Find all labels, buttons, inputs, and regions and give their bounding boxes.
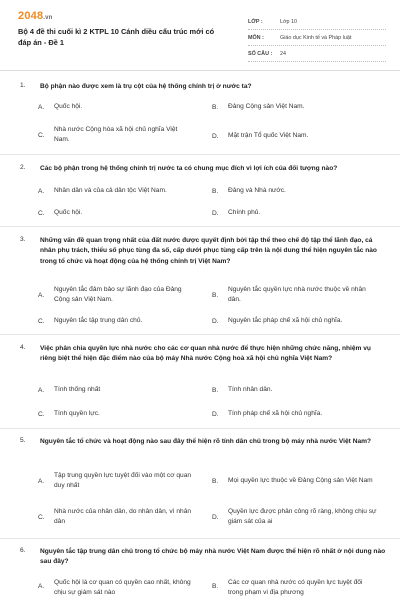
option-text: Nguyên tắc pháp chế xã hội chủ nghĩa.: [228, 317, 343, 325]
answer-option[interactable]: [38, 315, 208, 327]
option-letter: A.: [38, 187, 45, 195]
meta-row-subject: [248, 30, 386, 46]
question-divider: [0, 538, 400, 539]
answer-option[interactable]: [212, 284, 382, 306]
option-text: Mọi quyền lực thuộc về Đảng Cộng sản Việt Nam: [228, 477, 373, 485]
answer-option[interactable]: [38, 578, 208, 600]
option-text: Các cơ quan nhà nước có quyền lực tuyệt đối trong phạm vi địa phương: [228, 579, 363, 596]
question-divider: [0, 334, 400, 335]
answer-option[interactable]: [212, 470, 382, 492]
option-letter: B.: [212, 583, 219, 590]
answer-option[interactable]: [212, 408, 382, 420]
question-text: Những vấn đề quan trọng nhất của đất nước được quyết định bởi tập thể theo chế độ tập thể lãnh đạo, cá nhân phụ trách, thiểu số phục tùng đa số, cấp dưới phục tùng cấp trên là nội dung thể hiện nguyên tắc nào trong tổ chức và hoạt động của hệ thống chính trị Việt Nam?: [40, 237, 377, 265]
option-text: Quốc hội.: [54, 209, 83, 217]
question-number: 4.: [20, 344, 26, 351]
option-letter: A.: [38, 477, 45, 485]
answer-option[interactable]: [212, 101, 382, 113]
question-number: 2.: [20, 164, 26, 171]
option-letter: D.: [212, 410, 219, 418]
meta-info: [248, 14, 386, 62]
answer-option[interactable]: [212, 384, 382, 396]
option-text: Nguyên tắc quyền lực nhà nước thuộc về nhân dân.: [228, 286, 366, 303]
option-letter: B.: [212, 291, 219, 299]
document-header: [0, 0, 400, 68]
answer-option[interactable]: [212, 506, 382, 528]
answer-option[interactable]: [38, 124, 208, 146]
option-letter: A.: [38, 103, 45, 111]
meta-value: Giáo dục Kinh tế và Pháp luật: [280, 34, 352, 41]
option-letter: D.: [212, 132, 219, 140]
meta-value: 24: [280, 50, 286, 57]
option-letter: B.: [212, 386, 219, 394]
question-divider: [0, 428, 400, 429]
option-letter: A.: [38, 291, 45, 299]
option-letter: C.: [38, 209, 45, 217]
header-divider: [0, 70, 400, 71]
question-text: Việc phân chia quyền lực nhà nước cho các cơ quan nhà nước để thực hiện những chức năng, nhiệm vụ riêng biệt thể hiện đặc điểm nào của bộ máy Nhà nước Cộng hoà xã hội chủ nghĩa Việt Nam?: [40, 345, 371, 363]
question-text: Nguyên tắc tập trung dân chủ trong tổ chức bộ máy nhà nước Việt Nam được thể hiện rõ nhất ở nội dung nào sau đây?: [40, 548, 386, 566]
question-text: Bộ phận nào được xem là trụ cột của hệ thống chính trị ở nước ta?: [40, 83, 252, 90]
answer-option[interactable]: [212, 578, 382, 600]
question-number: 1.: [20, 82, 26, 89]
question-number: 5.: [20, 437, 26, 444]
option-text: Nhân dân và của cả dân tộc Việt Nam.: [54, 187, 167, 195]
answer-option[interactable]: [212, 130, 382, 142]
option-text: Đảng Cộng sản Việt Nam.: [228, 103, 305, 111]
option-text: Quyền lực được phân công rõ ràng, không chịu sự giám sát của ai: [228, 508, 377, 525]
option-letter: A.: [38, 583, 45, 590]
option-text: Nhà nước Cộng hòa xã hội chủ nghĩa Việt Nam.: [54, 126, 178, 143]
option-letter: B.: [212, 187, 219, 195]
option-text: Tập trung quyền lực tuyệt đối vào một cơ quan duy nhất: [54, 472, 192, 489]
option-text: Tính pháp chế xã hội chủ nghĩa.: [228, 410, 323, 418]
option-text: Tính quyền lực.: [54, 410, 100, 418]
option-letter: A.: [38, 386, 45, 394]
question-divider: [0, 154, 400, 155]
question-text: Nguyên tắc tổ chức và hoạt động nào sau đây thể hiện rõ tính dân chủ trong bộ máy nhà nước Việt Nam?: [40, 438, 372, 445]
option-text: Tính thống nhất: [54, 386, 101, 394]
option-letter: B.: [212, 103, 219, 111]
meta-label: SỐ CÂU :: [248, 50, 273, 57]
answer-option[interactable]: [212, 185, 382, 197]
site-logo[interactable]: [18, 10, 53, 22]
option-text: Tính nhân dân.: [228, 386, 273, 394]
page-title: Bộ 4 đề thi cuối kì 2 KTPL 10 Cánh diều cấu trúc mới có đáp án - Đề 1: [18, 27, 215, 47]
meta-label: LỚP :: [248, 18, 263, 25]
option-text: Nguyên tắc tập trung dân chủ.: [54, 317, 143, 325]
option-text: Đảng và Nhà nước.: [228, 187, 286, 195]
answer-option[interactable]: [38, 284, 208, 306]
meta-row-count: [248, 46, 386, 62]
answer-option[interactable]: [212, 315, 382, 327]
option-letter: D.: [212, 317, 219, 325]
option-letter: B.: [212, 477, 219, 485]
option-text: Nhà nước của nhân dân, do nhân dân, vì nhân dân: [54, 508, 192, 525]
option-letter: C.: [38, 410, 45, 418]
question-text: Các bộ phận trong hệ thống chính trị nước ta có chung mục đích vì lợi ích của đối tượng nào?: [40, 165, 338, 172]
option-text: Mặt trận Tổ quốc Việt Nam.: [228, 132, 309, 140]
meta-label: MÔN :: [248, 34, 264, 41]
question-divider: [0, 226, 400, 227]
answer-option[interactable]: [212, 207, 382, 219]
question-number: 6.: [20, 547, 26, 554]
option-text: Quốc hội.: [54, 103, 83, 111]
question-number: 3.: [20, 236, 26, 243]
answer-option[interactable]: [38, 101, 208, 113]
logo-number: 2048: [18, 10, 44, 22]
option-letter: C.: [38, 131, 45, 139]
answer-option[interactable]: [38, 470, 208, 492]
answer-option[interactable]: [38, 185, 208, 197]
option-letter: C.: [38, 317, 45, 325]
option-letter: C.: [38, 513, 45, 521]
option-text: Quốc hội là cơ quan có quyền cao nhất, không chịu sự giám sát nào: [54, 579, 191, 596]
answer-option[interactable]: [38, 207, 208, 219]
logo-tld: .vn: [43, 15, 53, 21]
option-text: Nguyên tắc đảm bảo sự lãnh đạo của Đảng Cộng sản Việt Nam.: [54, 286, 182, 303]
option-letter: D.: [212, 513, 219, 521]
meta-row-class: [248, 14, 386, 30]
meta-value: Lớp 10: [280, 18, 298, 25]
answer-option[interactable]: [38, 408, 208, 420]
option-letter: D.: [212, 209, 219, 217]
answer-option[interactable]: [38, 506, 208, 528]
option-text: Chính phủ.: [228, 209, 261, 217]
answer-option[interactable]: [38, 384, 208, 396]
